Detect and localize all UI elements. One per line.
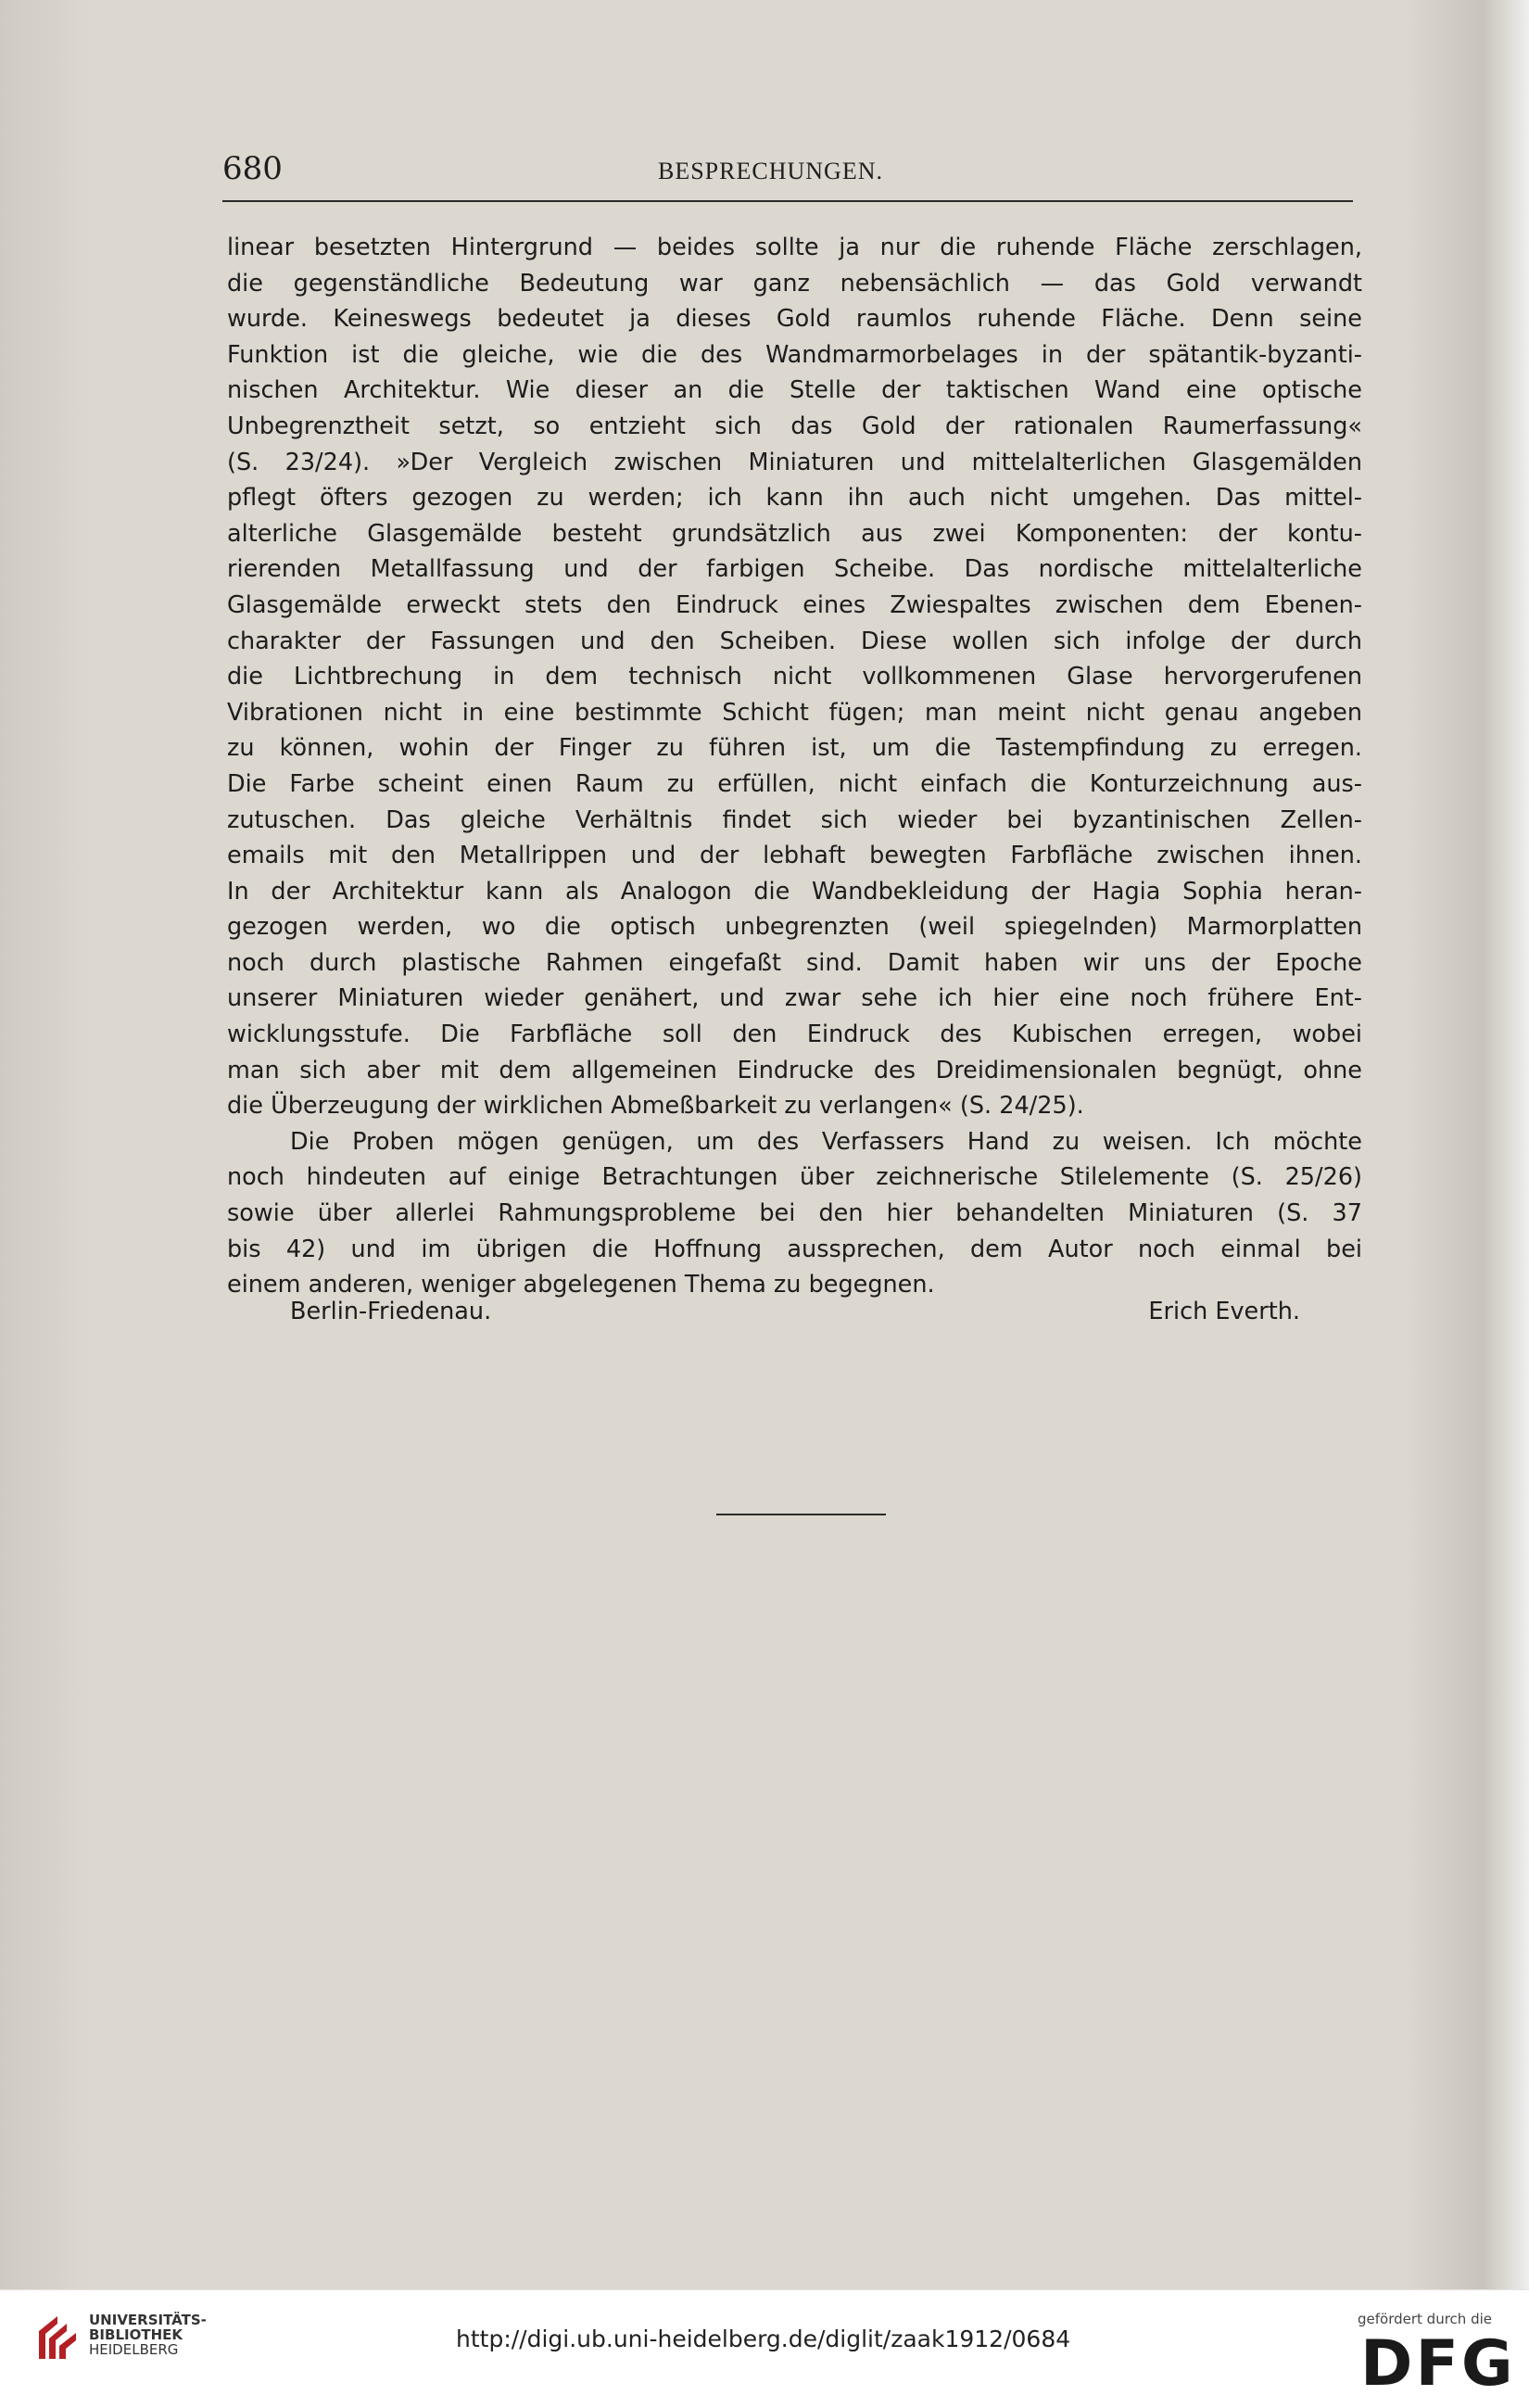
text-line: noch hindeuten auf einige Betrachtungen über zeichnerische Stilelemente (S. 25/26) — [227, 1163, 1362, 1192]
text-line: unserer Miniaturen wieder genähert, und zwar sehe ich hier eine noch frühere Ent- — [227, 984, 1362, 1013]
page-number: 680 — [222, 150, 283, 187]
text-line: Unbegrenztheit setzt, so entzieht sich das Gold der rationalen Raumerfassung« — [227, 412, 1362, 440]
text-line: pflegt öfters gezogen zu werden; ich kann ihn auch nicht umgehen. Das mittel- — [227, 484, 1362, 513]
text-line: emails mit den Metallrippen und der lebhaft bewegten Farbfläche zwischen ihnen. — [227, 842, 1362, 870]
text-line: zu können, wohin der Finger zu führen ist, um die Tastempfindung zu erregen. — [227, 734, 1362, 763]
text-line: linear besetzten Hintergrund — beides sollte ja nur die ruhende Fläche zerschlagen, — [227, 234, 1362, 261]
running-head: BESPRECHUNGEN. — [658, 158, 883, 184]
text-line: wurde. Keineswegs bedeutet ja dieses Gold raumlos ruhende Fläche. Denn seine — [227, 305, 1362, 334]
end-rule — [716, 1514, 886, 1515]
text-line: die Überzeugung der wirklichen Abmeßbarkeit zu verlangen« (S. 24/25). — [227, 1092, 1084, 1121]
signature-place: Berlin-Friedenau. — [290, 1298, 492, 1325]
signature-author: Erich Everth. — [1148, 1298, 1300, 1325]
text-line: bis 42) und im übrigen die Hoffnung aussprechen, dem Autor noch einmal bei — [227, 1235, 1362, 1263]
dfg-logo[interactable]: DFG — [1360, 2327, 1516, 2401]
library-name — [89, 2313, 207, 2357]
library-name-line: UNIVERSITÄTS- — [89, 2312, 207, 2328]
text-line: (S. 23/24). »Der Vergleich zwischen Miniaturen und mittelalterlichen Glasgemälden — [227, 448, 1362, 476]
text-line: sowie über allerlei Rahmungsprobleme bei den hier behandelten Miniaturen (S. 37 — [227, 1199, 1362, 1228]
library-name-line: HEIDELBERG — [89, 2341, 179, 2358]
text-line: wicklungsstufe. Die Farbfläche soll den Eindruck des Kubischen erregen, wobei — [227, 1020, 1362, 1049]
text-line: die Lichtbrechung in dem technisch nicht vollkommenen Glase hervorgerufenen — [227, 663, 1362, 691]
text-line: rierenden Metallfassung und der farbigen Scheibe. Das nordische mittelalterliche — [227, 555, 1362, 584]
text-line: alterliche Glasgemälde besteht grundsätzlich aus zwei Komponenten: der kontu- — [227, 519, 1362, 548]
document-url-link[interactable]: http://digi.ub.uni-heidelberg.de/diglit/zaak1912/0684 — [456, 2326, 1071, 2352]
text-line: einem anderen, weniger abgelegenen Thema zu begegnen. — [227, 1271, 935, 1299]
ub-heidelberg-logo-icon[interactable] — [35, 2311, 80, 2364]
text-line: gezogen werden, wo die optisch unbegrenzten (weil spiegelnden) Marmorplatten — [227, 913, 1362, 942]
text-line: Vibrationen nicht in eine bestimmte Schicht fügen; man meint nicht genau angeben — [227, 698, 1362, 727]
library-name-line: BIBLIOTHEK — [89, 2326, 183, 2343]
text-line: Funktion ist die gleiche, wie die des Wandmarmorbelages in der spätantik-byzanti- — [227, 340, 1362, 369]
body-text — [227, 230, 1362, 1303]
text-line: die gegenständliche Bedeutung war ganz nebensächlich — das Gold verwandt — [227, 269, 1362, 298]
text-line: nischen Architektur. Wie dieser an die Stelle der taktischen Wand eine optische — [227, 376, 1362, 405]
viewer-footer — [0, 2289, 1529, 2408]
signature-line — [290, 1298, 1300, 1335]
funder-caption: gefördert durch die — [1358, 2311, 1492, 2327]
text-line: Die Farbe scheint einen Raum zu erfüllen, nicht einfach die Konturzeichnung aus- — [227, 769, 1362, 798]
text-line: man sich aber mit dem allgemeinen Eindrucke des Dreidimensionalen begnügt, ohne — [227, 1056, 1362, 1084]
text-line: charakter der Fassungen und den Scheiben. Diese wollen sich infolge der durch — [227, 627, 1362, 655]
text-line: Glasgemälde erweckt stets den Eindruck eines Zwiespaltes zwischen dem Ebenen- — [227, 590, 1362, 619]
page-header — [222, 148, 1353, 202]
text-line: Die Proben mögen genügen, um des Verfassers Hand zu weisen. Ich möchte — [290, 1127, 1362, 1156]
text-line: noch durch plastische Rahmen eingefaßt sind. Damit haben wir uns der Epoche — [227, 948, 1362, 977]
text-line: zutuschen. Das gleiche Verhältnis findet sich wieder bei byzantinischen Zellen- — [227, 805, 1362, 834]
text-line: In der Architektur kann als Analogon die Wandbekleidung der Hagia Sophia heran- — [227, 877, 1362, 906]
